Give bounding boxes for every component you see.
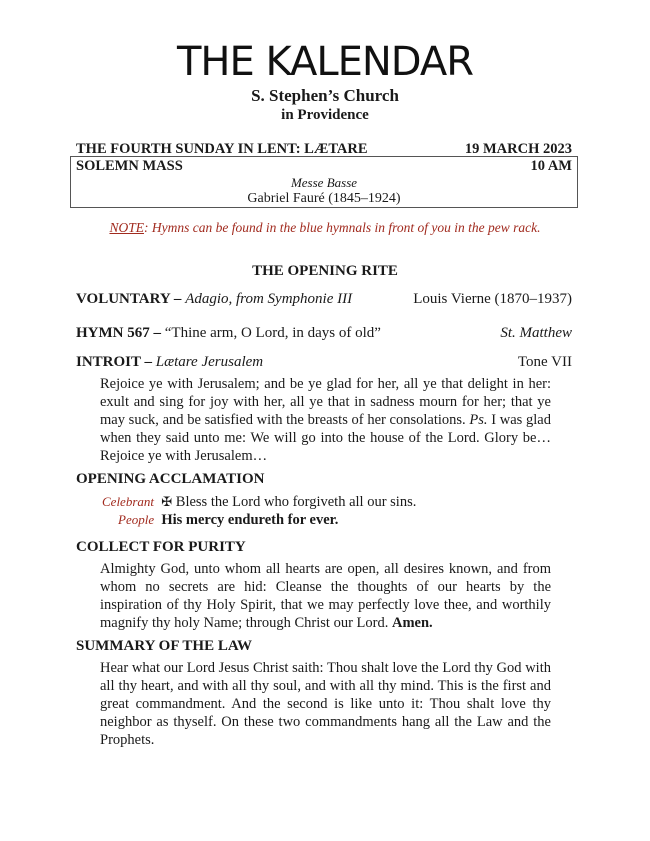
mass-box	[70, 156, 578, 208]
mass-composer: Gabriel Fauré (1845–1924)	[247, 191, 401, 206]
mass-type: SOLEMN MASS	[76, 158, 183, 174]
collect-heading: COLLECT FOR PURITY	[76, 539, 246, 555]
voluntary-piece: Adagio, from Symphonie III	[185, 291, 353, 307]
note-label: NOTE	[109, 220, 144, 235]
summary-heading: SUMMARY OF THE LAW	[76, 638, 253, 654]
psalm-abbrev: Ps.	[469, 412, 488, 428]
introit-row	[76, 353, 572, 371]
cross-icon: ✠	[161, 494, 173, 509]
mass-setting: Messe Basse	[290, 175, 358, 190]
page-title: THE KALENDAR	[176, 39, 474, 85]
introit-text	[100, 375, 551, 465]
hymn-title: “Thine arm, O Lord, in days of old”	[164, 325, 381, 341]
church-city: in Providence	[281, 107, 369, 123]
introit-text-1: Rejoice ye with Jerusalem; and be ye glad for her, all ye that delight in her: exult and sing for joy with her, all ye that in sadness mourn for her; that ye may suck, and be satisfied with the breasts of her consolations.	[100, 376, 551, 428]
mass-row	[76, 158, 572, 175]
celebrant-line	[102, 493, 416, 511]
introit-label: INTROIT –	[76, 354, 152, 370]
hymn-tune: St. Matthew	[500, 325, 572, 341]
introit-text-2: I was glad when they said unto me: We will go into the house of the Lord. Glory be… Rejoice ye with Jerusalem…	[100, 412, 551, 464]
celebrant-text: Bless the Lord who forgiveth all our sins.	[175, 494, 417, 510]
voluntary-label: VOLUNTARY –	[76, 291, 182, 307]
summary-text: Hear what our Lord Jesus Christ saith: Thou shalt love the Lord thy God with all thy heart, and with all thy soul, and with all thy mind. This is the first and great commandment. And the second is like unto it: Thou shalt love thy neighbor as thyself. On these two commandments hang all the Law and the Prophets.	[100, 660, 551, 748]
hymn-row	[76, 324, 572, 342]
collect-amen: Amen.	[391, 615, 433, 631]
acclamation-heading: OPENING ACCLAMATION	[76, 471, 265, 487]
introit-tone: Tone VII	[517, 354, 572, 370]
hymnal-note	[0, 219, 650, 236]
collect-body: Almighty God, unto whom all hearts are open, all desires known, and from whom no secrets are hid: Cleanse the thoughts of our hearts by the inspiration of thy Holy Spirit, that we may perfectly love thee, and worthily magnify thy holy Name; through Christ our Lord.	[100, 561, 551, 631]
people-role: People	[118, 512, 155, 527]
voluntary-row	[76, 290, 572, 308]
voluntary-composer: Louis Vierne (1870–1937)	[413, 291, 572, 307]
liturgical-day: THE FOURTH SUNDAY IN LENT: LÆTARE	[76, 141, 368, 157]
hymn-label: HYMN 567 –	[76, 325, 161, 341]
introit-name: Lætare Jerusalem	[155, 354, 264, 370]
service-date: 19 MARCH 2023	[464, 141, 572, 157]
people-text: His mercy endureth for ever.	[161, 512, 339, 528]
church-name: S. Stephen’s Church	[251, 86, 399, 105]
section-title: THE OPENING RITE	[252, 263, 398, 279]
collect-text	[100, 560, 551, 632]
mass-time: 10 AM	[530, 158, 572, 174]
note-text: : Hymns can be found in the blue hymnals in front of you in the pew rack.	[143, 220, 541, 235]
people-line	[118, 511, 338, 529]
celebrant-role: Celebrant	[102, 494, 154, 509]
